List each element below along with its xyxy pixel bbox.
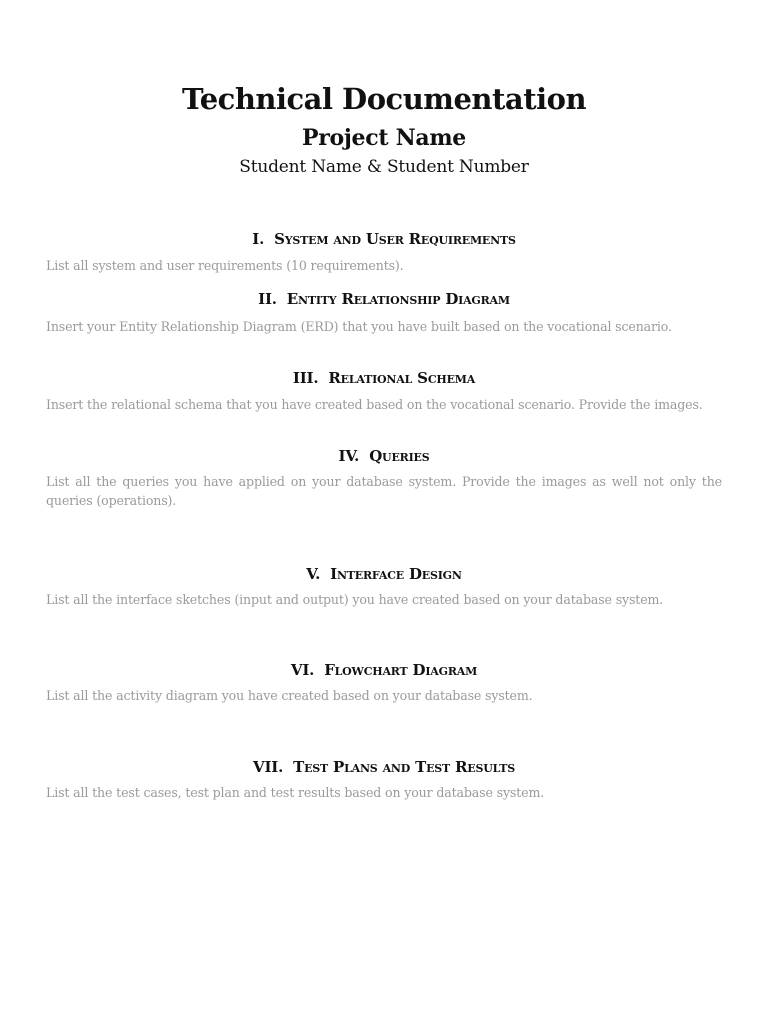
- section-body-test-plans: List all the test cases, test plan and test results based on your database system.: [46, 785, 545, 800]
- section-heading-text: Interface Design: [330, 565, 462, 583]
- section-body-flowchart: List all the activity diagram you have created based on your database system.: [46, 688, 533, 703]
- section-heading-text: Entity Relationship Diagram: [286, 290, 510, 308]
- section-heading-flowchart: [0, 661, 768, 679]
- section-body-interface-design: List all the interface sketches (input and output) you have created based on your database system.: [46, 592, 664, 607]
- section-numeral: VI.: [290, 661, 315, 679]
- section-numeral: V.: [306, 565, 321, 583]
- section-heading-text: Queries: [369, 447, 430, 465]
- section-heading-erd: [0, 290, 768, 308]
- section-body-erd: Insert your Entity Relationship Diagram (ERD) that you have built based on the vocational scenario.: [46, 319, 672, 334]
- student-name-line: Student Name & Student Number: [239, 157, 529, 177]
- section-heading-text: System and User Requirements: [274, 230, 516, 248]
- section-heading-text: Test Plans and Test Results: [293, 758, 515, 776]
- section-numeral: IV.: [338, 447, 360, 465]
- section-heading-interface-design: [0, 565, 768, 583]
- section-heading-queries: [0, 447, 768, 465]
- section-body-relational-schema: Insert the relational schema that you have created based on the vocational scenario. Provide the images.: [46, 397, 703, 412]
- section-body-queries: List all the queries you have applied on your database system. Provide the images as well not only the queries (operations).: [46, 474, 722, 508]
- section-body-system-requirements: List all system and user requirements (10 requirements).: [46, 258, 404, 273]
- document-title: Technical Documentation: [181, 82, 587, 116]
- section-heading-test-plans: [0, 758, 768, 776]
- section-numeral: VII.: [253, 758, 284, 776]
- section-heading-system-requirements: [0, 230, 768, 248]
- section-numeral: II.: [258, 290, 277, 308]
- section-numeral: I.: [252, 230, 265, 248]
- section-numeral: III.: [292, 369, 319, 387]
- section-heading-relational-schema: [0, 369, 768, 387]
- project-name: Project Name: [301, 125, 467, 151]
- section-heading-text: Flowchart Diagram: [324, 661, 478, 679]
- section-heading-text: Relational Schema: [328, 369, 476, 387]
